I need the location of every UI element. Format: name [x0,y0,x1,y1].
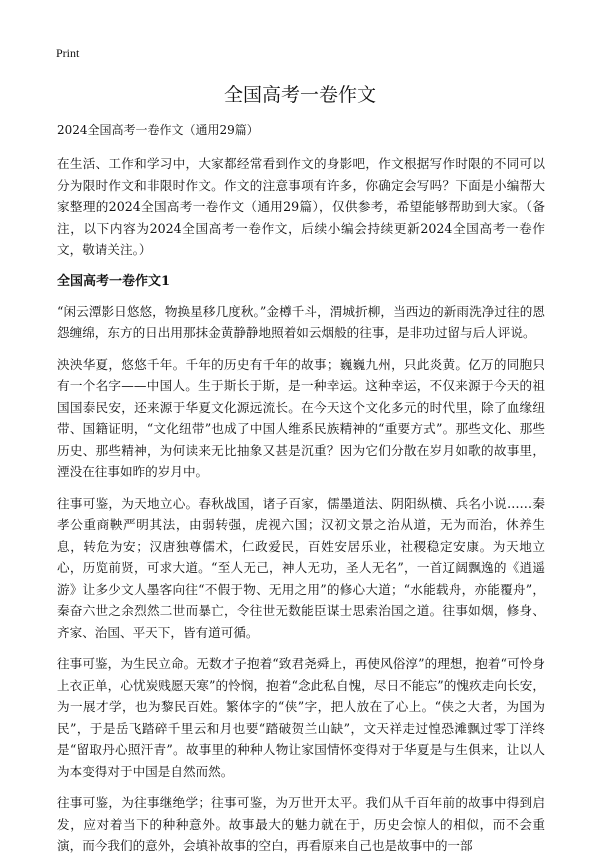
section-heading: 全国高考一卷作文1 [57,273,171,289]
body-paragraph-2: 泱泱华夏，悠悠千年。千年的历史有千年的故事；巍巍九州，只此炎黄。亿万的同胞只有一个名字——中国人。生于斯长于斯，是一种幸运。这种幸运，不仅来源于今天的祖国国泰民安，还来源于华夏文化源远流长。在今天这个文化多元的时代里，除了血缘纽带、国籍证明，“文化纽带”也成了中国人维系民族精神的“重要方式”。那些文化、那些历史、那些精神，为何读来无比抽象又甚是沉重？因为它们分散在岁月如歌的故事里，湮没在往事如昨的岁月中。 [57,356,545,479]
body-paragraph-3: 往事可鉴，为天地立心。春秋战国，诸子百家，儒墨道法、阴阳纵横、兵名小说……秦孝公重商鞅严明其法，由弱转强，虎视六国；汉初文景之治从道，无为而治，休养生息，转危为安；汉唐独尊儒术，仁政爱民，百姓安居乐业，社稷稳定安康。为天地立心，历览前贤，可求大道。“至人无己，神人无功，圣人无名”，一首辽阔飘逸的《逍遥游》让多少文人墨客向往“不假于物、无用之用”的修心大道；“水能载舟，亦能覆舟”，秦奋六世之余烈然二世而暴亡，令往世无数能臣谋士思索治国之道。往事如烟，修身、齐家、治国、平天下，皆有道可循。 [57,495,545,640]
article-subtitle: 2024全国高考一卷作文（通用29篇） [57,123,259,137]
intro-paragraph: 在生活、工作和学习中，大家都经常看到作文的身影吧，作文根据写作时限的不同可以分为限时作文和非限时作文。作文的注意事项有许多，你确定会写吗？下面是小编帮大家整理的2024全国高考一卷作文（通用29篇），仅供参考，希望能够帮助到大家。（备注，以下内容为2024全国高考一卷作文，后续小编会持续更新2024全国高考一卷作文，敬请关注。） [57,156,545,257]
print-link[interactable]: Print [56,46,80,60]
body-paragraph-4: 往事可鉴，为生民立命。无数才子抱着“致君尧舜上，再使风俗淳”的理想，抱着“可怜身上衣正单，心忧炭贱愿天寒”的怜悯，抱着“念此私自愧，尽日不能忘”的愧疚走向长安，为一展才学，也为黎民百姓。繁体字的“侠”字，把人放在了心上。“侠之大者，为国为民”，于是岳飞踏碎千里云和月也要“踏破贺兰山缺”，文天祥走过惶恐滩飘过零丁洋终是“留取丹心照汗青”。故事里的种种人物让家国情怀变得对于华夏是与生俱来，让以人为本变得对于中国是自然而然。 [57,656,545,779]
body-paragraph-5: 往事可鉴，为往事继绝学；往事可鉴，为万世开太平。我们从千百年前的故事中得到启发，应对着当下的种种意外。故事最大的魅力就在于，历史会惊人的相似，而不会重演，而今我们的意外，会填补故事的空白，再看原来自己也是故事中的一部 [57,795,545,853]
page-title: 全国高考一卷作文 [223,84,376,106]
article-body [57,121,545,867]
body-paragraph-1: “闲云潭影日悠悠，物换星移几度秋。”金樽千斗，渭城折柳，当西边的新雨洗净过往的恩怨缠绵，东方的日出用那抹金黄静静地照着如云烟般的往事，是非功过留与后人评说。 [57,303,545,340]
